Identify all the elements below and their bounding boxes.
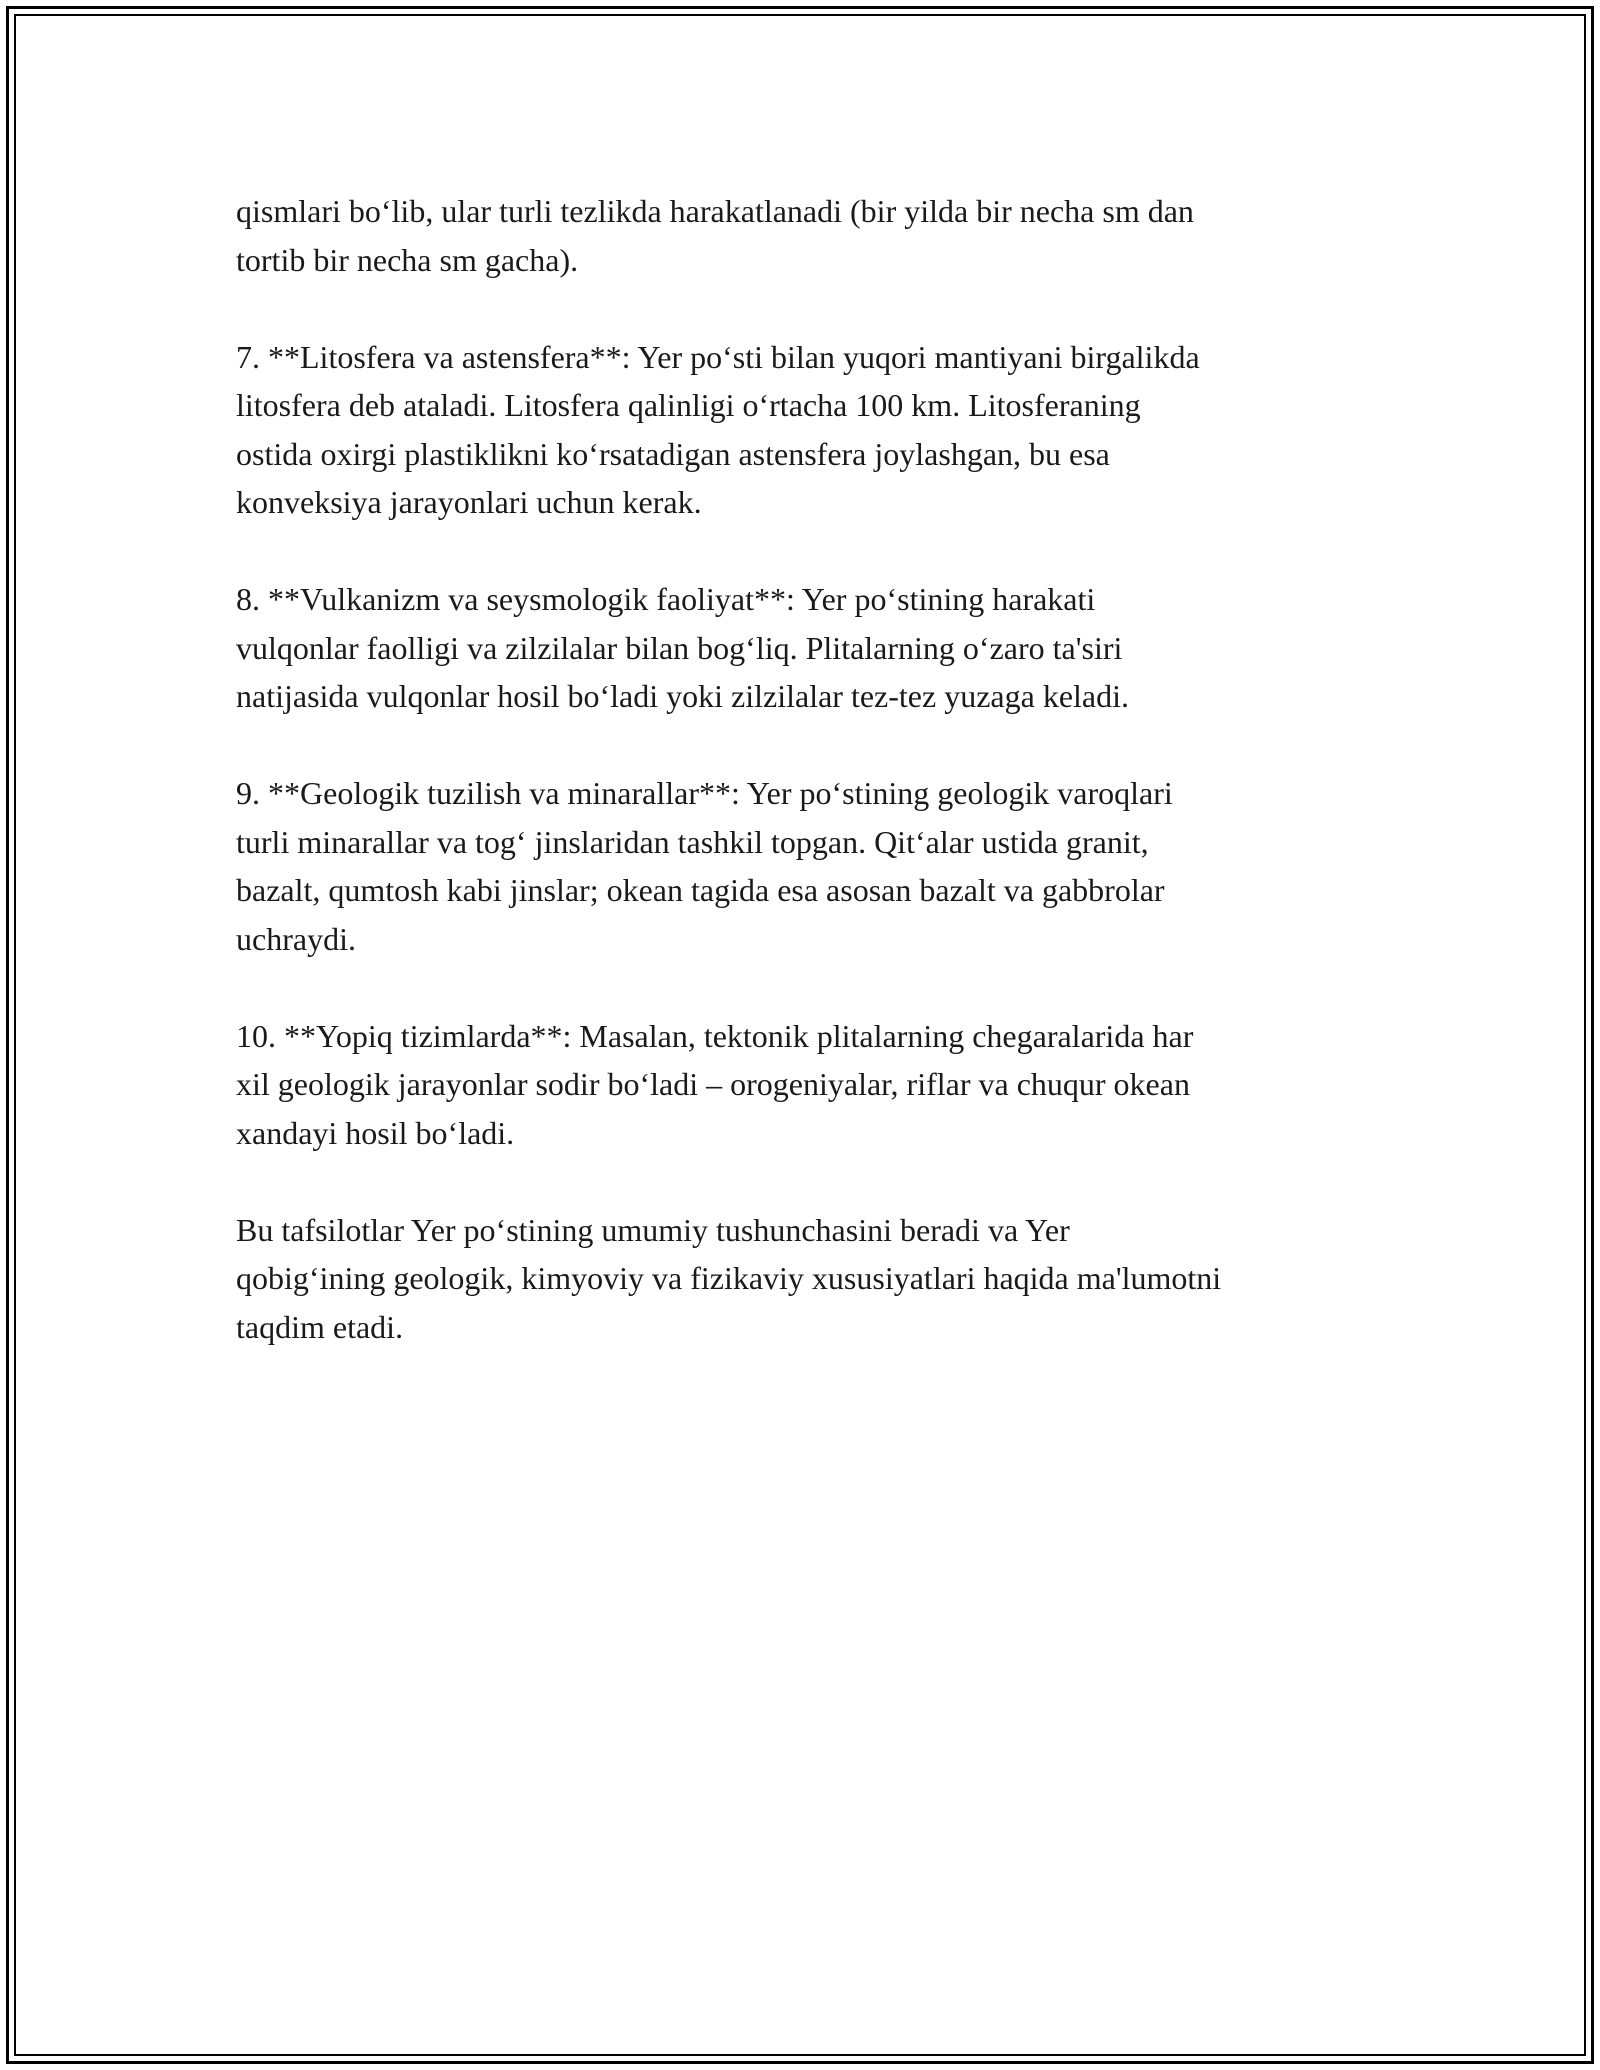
text-line: 8. **Vulkanizm va seysmologik faoliyat**: Yer po‘stining harakati [236,581,1096,617]
paragraph-summary [236,1206,1376,1352]
text-line: qismlari bo‘lib, ular turli tezlikda harakatlanadi (bir yilda bir necha sm dan [236,193,1194,229]
text-line: bazalt, qumtosh kabi jinslar; okean tagida esa asosan bazalt va gabbrolar [236,872,1165,908]
text-line: qobig‘ining geologik, kimyoviy va fizikaviy xususiyatlari haqida ma'lumotni [236,1260,1222,1296]
text-line: uchraydi. [236,920,356,957]
text-line: xil geologik jarayonlar sodir bo‘ladi – orogeniyalar, riflar va chuqur okean [236,1066,1190,1102]
text-line: litosfera deb ataladi. Litosfera qalinligi o‘rtacha 100 km. Litosferaning [236,387,1141,423]
text-line: 10. **Yopiq tizimlarda**: Masalan, tektonik plitalarning chegaralarida har [236,1017,1194,1054]
text-line: tortib bir necha sm gacha). [236,241,579,278]
text-line: turli minarallar va tog‘ jinslaridan tashkil topgan. Qit‘alar ustida granit, [236,823,1149,860]
text-line: konveksiya jarayonlari uchun kerak. [236,484,702,520]
text-line: natijasida vulqonlar hosil bo‘ladi yoki zilzilalar tez-tez yuzaga keladi. [236,678,1129,714]
paragraph-geology [236,769,1376,963]
document-body [236,187,1376,1400]
paragraph-lithosphere [236,333,1376,527]
text-line: vulqonlar faolligi va zilzilalar bilan bog‘liq. Plitalarning o‘zaro ta'siri [236,629,1123,666]
paragraph-plate-motion [236,187,1376,284]
text-line: 9. **Geologik tuzilish va minarallar**: Yer po‘stining geologik varoqlari [236,775,1173,811]
text-line: ostida oxirgi plastiklikni ko‘rsatadigan astensfera joylashgan, bu esa [236,435,1110,472]
text-line: 7. **Litosfera va astensfera**: Yer po‘sti bilan yuqori mantiyani birgalikda [236,338,1200,375]
paragraph-closed-systems [236,1012,1376,1158]
text-line: Bu tafsilotlar Yer po‘stining umumiy tushunchasini beradi va Yer [236,1211,1070,1248]
paragraph-volcanism [236,575,1376,721]
text-line: taqdim etadi. [236,1308,404,1345]
text-line: xandayi hosil bo‘ladi. [236,1114,515,1151]
